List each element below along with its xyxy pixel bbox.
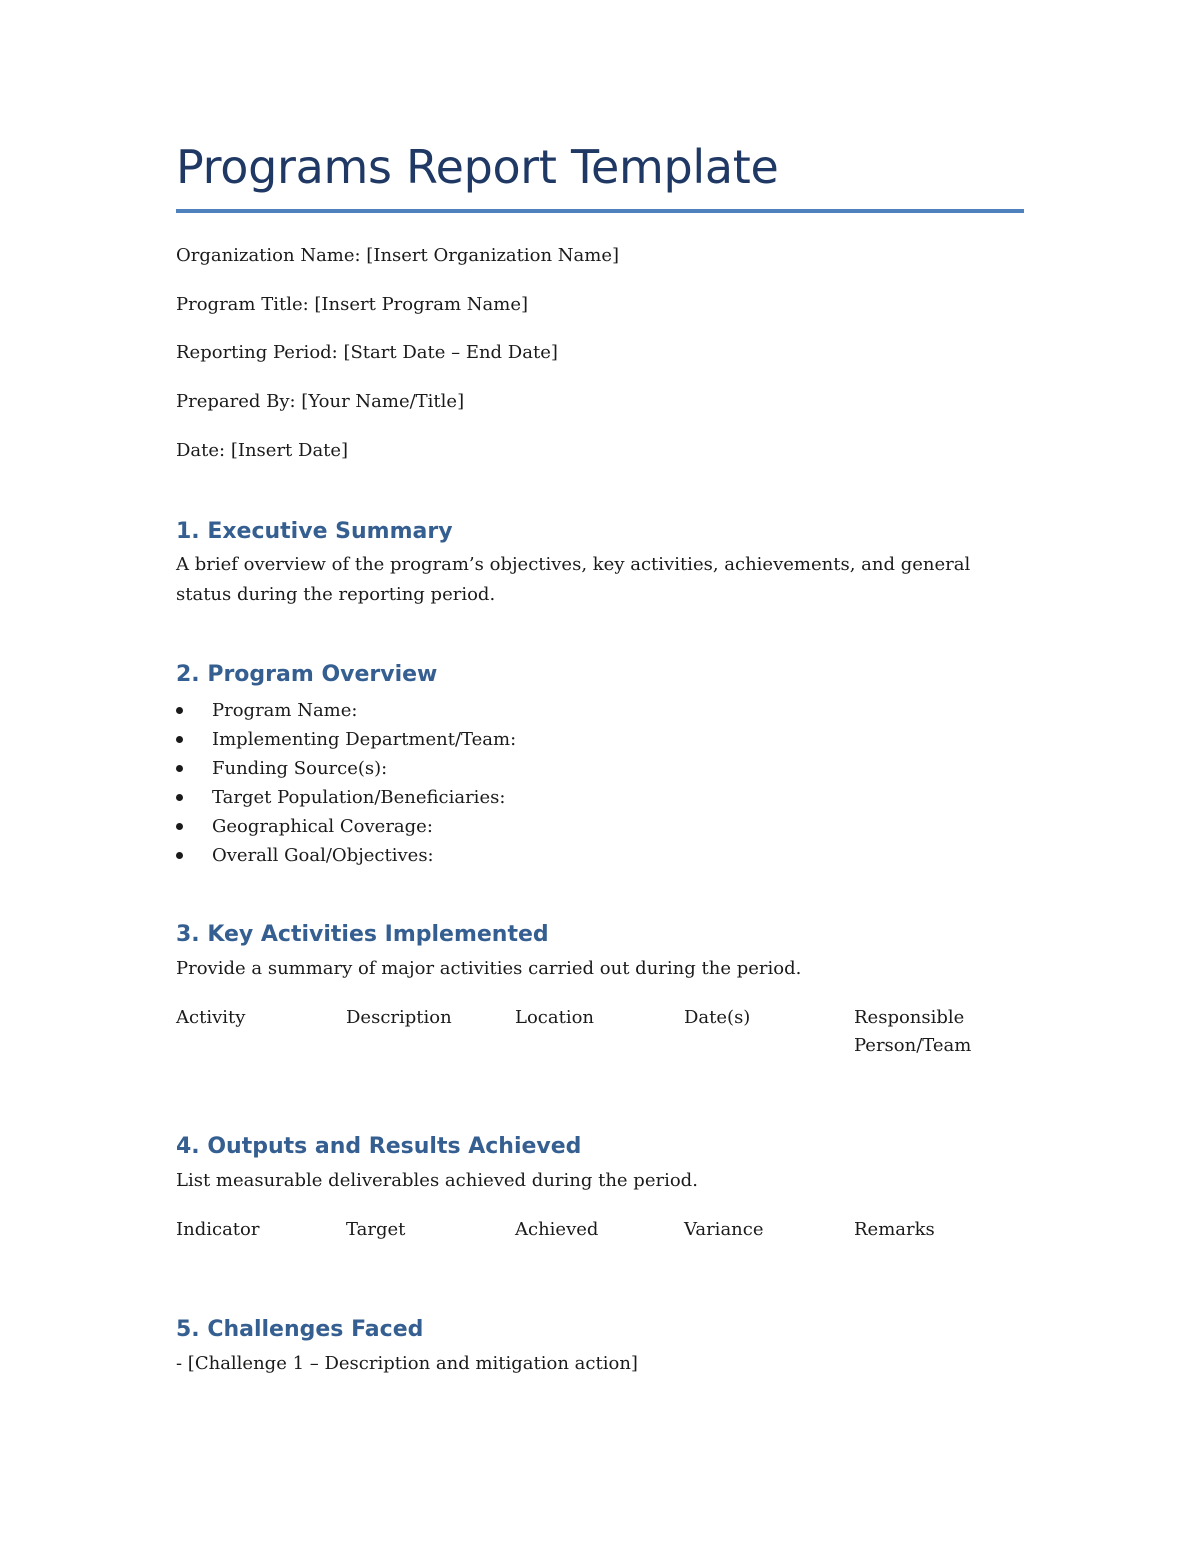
bullet-icon: [176, 736, 183, 743]
date-line: Date: [Insert Date]: [176, 440, 349, 461]
organization-name-line: Organization Name: [Insert Organization Name]: [176, 245, 620, 266]
program-overview-heading: 2. Program Overview: [176, 662, 438, 687]
challenges-text: - [Challenge 1 – Description and mitigation action]: [176, 1353, 638, 1374]
document-title: Programs Report Template: [176, 140, 779, 194]
challenges-heading: 5. Challenges Faced: [176, 1317, 424, 1342]
bullet-icon: [176, 707, 183, 714]
column-header-remarks: Remarks: [854, 1219, 935, 1240]
bullet-icon: [176, 852, 183, 859]
column-header-description: Description: [346, 1007, 452, 1028]
column-header-dates: Date(s): [684, 1007, 751, 1028]
column-header-indicator: Indicator: [176, 1219, 260, 1240]
key-activities-heading: 3. Key Activities Implemented: [176, 922, 549, 947]
column-header-activity: Activity: [176, 1007, 246, 1028]
bullet-icon: [176, 823, 183, 830]
column-header-target: Target: [346, 1219, 406, 1240]
list-item-label: Funding Source(s):: [212, 758, 388, 779]
title-underline: [176, 209, 1024, 213]
list-item-label: Geographical Coverage:: [212, 816, 433, 837]
outputs-results-heading: 4. Outputs and Results Achieved: [176, 1134, 582, 1159]
executive-summary-text: A brief overview of the program’s objectives, key activities, achievements, and general status during the reporting period.: [176, 554, 971, 605]
column-header-responsible: Responsible Person/Team: [854, 1007, 972, 1056]
outputs-results-text: List measurable deliverables achieved during the period.: [176, 1170, 698, 1191]
reporting-period-line: Reporting Period: [Start Date – End Date]: [176, 342, 558, 363]
bullet-icon: [176, 765, 183, 772]
key-activities-text: Provide a summary of major activities carried out during the period.: [176, 958, 802, 979]
column-header-location: Location: [515, 1007, 595, 1028]
executive-summary-heading: 1. Executive Summary: [176, 519, 453, 544]
list-item-label: Overall Goal/Objectives:: [212, 845, 434, 866]
program-title-line: Program Title: [Insert Program Name]: [176, 294, 528, 315]
prepared-by-line: Prepared By: [Your Name/Title]: [176, 391, 465, 412]
column-header-achieved: Achieved: [515, 1219, 599, 1240]
list-item-label: Target Population/Beneficiaries:: [212, 787, 506, 808]
list-item-label: Implementing Department/Team:: [212, 729, 517, 750]
list-item-label: Program Name:: [212, 700, 358, 721]
column-header-variance: Variance: [684, 1219, 764, 1240]
bullet-icon: [176, 794, 183, 801]
